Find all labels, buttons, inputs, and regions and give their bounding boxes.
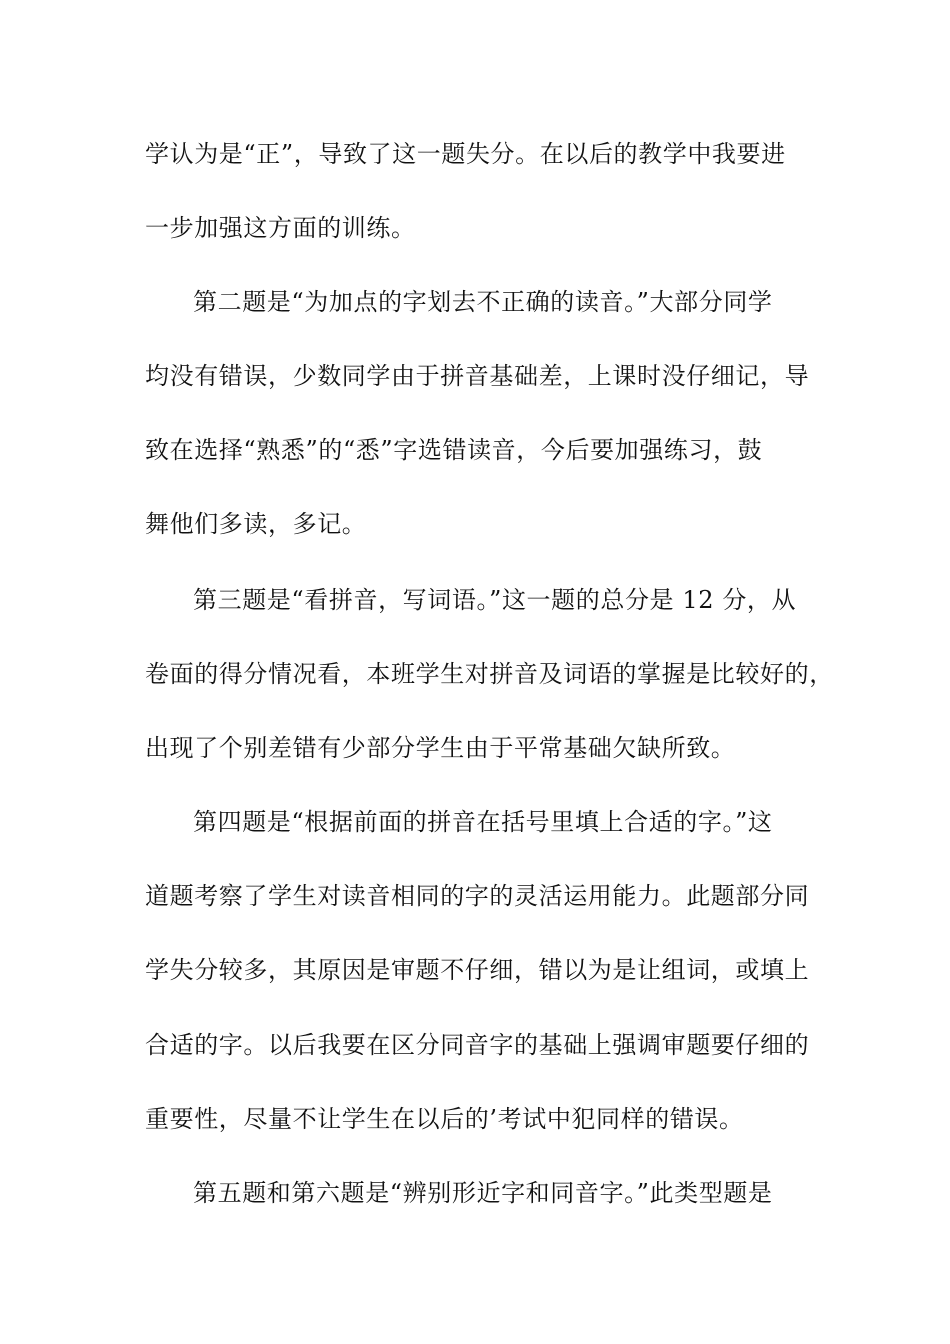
text-line: 重要性，尽量不让学生在以后的’考试中犯同样的错误。 xyxy=(145,1105,744,1133)
text-line: 舞他们多读，多记。 xyxy=(145,510,367,538)
text-line: 一步加强这方面的训练。 xyxy=(145,214,416,242)
paragraph-start-line: 第二题是“为加点的字划去不正确的读音。”大部分同学 xyxy=(193,288,773,316)
paragraph-start-line: 第五题和第六题是“辨别形近字和同音字。”此类型题是 xyxy=(193,1179,773,1207)
text-line: 卷面的得分情况看，本班学生对拼音及词语的掌握是比较好的， xyxy=(145,660,834,688)
text-line: 均没有错误，少数同学由于拼音基础差，上课时没仔细记，导 xyxy=(145,362,810,390)
text-line: 合适的字。以后我要在区分同音字的基础上强调审题要仔细的 xyxy=(145,1031,810,1059)
text-line: 道题考察了学生对读音相同的字的灵活运用能力。此题部分同 xyxy=(145,882,810,910)
text-line: 学认为是“正”，导致了这一题失分。在以后的教学中我要进 xyxy=(145,140,786,168)
paragraph-start-line: 第三题是“看拼音，写词语。”这一题的总分是 12 分，从 xyxy=(193,586,797,614)
paragraph-start-line: 第四题是“根据前面的拼音在括号里填上合适的字。”这 xyxy=(193,808,773,836)
text-line: 学失分较多，其原因是审题不仔细，错以为是让组词，或填上 xyxy=(145,956,810,984)
text-line: 致在选择“熟悉”的“悉”字选错读音，今后要加强练习，鼓 xyxy=(145,436,763,464)
text-line: 出现了个别差错有少部分学生由于平常基础欠缺所致。 xyxy=(145,734,736,762)
